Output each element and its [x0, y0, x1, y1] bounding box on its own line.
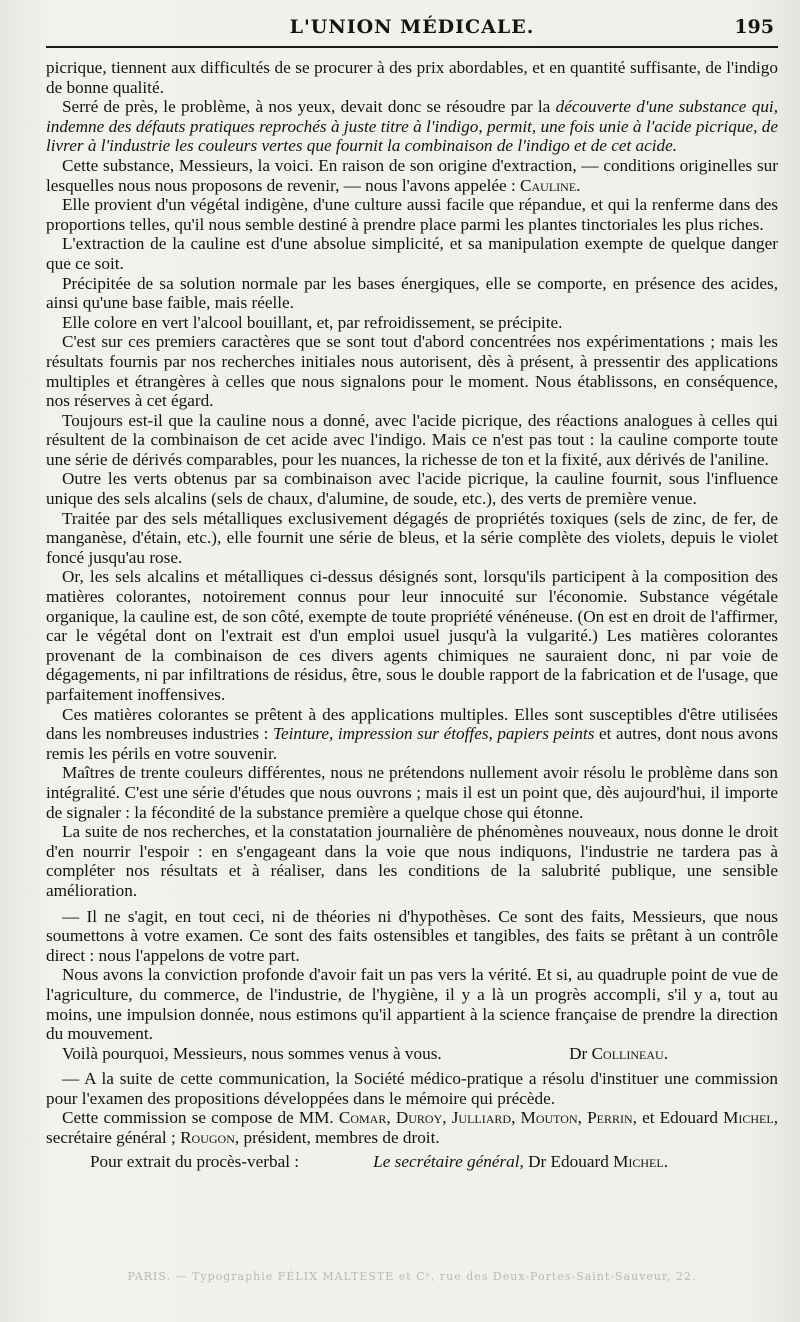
paragraph-18: — A la suite de cette communication, la Société médico-pratique a résolu d'instituer une commission pour l'examen des propositions développées dans le mémoire qui précède.	[46, 1069, 778, 1108]
paragraph-4: Elle provient d'un végétal indigène, d'une culture aussi facile que répandue, et qui la renferme dans des proportions telles, qu'il nous semble destiné à prendre place parmi les plantes tinctoriales les plus riches.	[46, 195, 778, 234]
signature-title: Dr	[569, 1043, 592, 1063]
commission-intro: Cette commission se compose de MM.	[62, 1108, 339, 1128]
paragraph-13-italic: Teinture, impression sur étoffes, papiers peints	[272, 724, 595, 744]
paragraph-2-italic: découverte d'une substance qui, indemne des défauts pratiques reprochés à juste titre à l'indigo, permit, une fois unie à l'acide picrique, de livrer à l'industrie les couleurs vertes que fournit la combinaison de l'indigo et de cet acide.	[46, 97, 778, 156]
paragraph-5: L'extraction de la cauline est d'une absolue simplicité, et sa manipulation exempte de quelque danger que ce soit.	[46, 234, 778, 273]
paragraph-19: Cette commission se compose de MM. Comar, Duroy, Julliard, Mouton, Perrin, et Edouard Michel, secrétaire général ; Rougon, président, membres de droit.	[46, 1108, 778, 1148]
signature-name: Collineau.	[591, 1043, 668, 1063]
paragraph-16: — Il ne s'agit, en tout ceci, ni de théories ni d'hypothèses. Ce sont des faits, Messieurs, que nous soumettons à votre examen. Ce sont des faits ostensibles et tangibles, des faits se prêtant à un contrôle direct : nous l'appelons de votre part.	[46, 906, 778, 965]
running-title: L'UNION MÉDICALE.	[289, 16, 535, 38]
paragraph-3	[46, 156, 778, 195]
minutes-extract	[46, 1152, 778, 1172]
paragraph-7: Elle colore en vert l'alcool bouillant, et, par refroidissement, se précipite.	[62, 312, 563, 332]
page-number: 195	[734, 16, 774, 38]
cauline-term: Cauline.	[520, 175, 581, 195]
commission-role-2: , président, membres de droit.	[234, 1128, 440, 1148]
member-name: Rougon	[180, 1128, 235, 1148]
paragraph-6: Précipitée de sa solution normale par les bases énergiques, elle se comporte, en présence des acides, ainsi qu'une base faible, mais réelle.	[46, 273, 778, 313]
paragraph-2	[46, 97, 778, 156]
paragraph-14: Maîtres de trente couleurs différentes, nous ne prétendons nullement avoir résolu le problème dans son intégralité. C'est une série d'études que nous ouvrons ; mais il est un point que, dès aujourd'hui, il importe de signaler : la fécondité de la substance première a quelque chose qui étonne.	[46, 763, 778, 822]
signature-line	[46, 1044, 778, 1064]
paragraph-12: Or, les sels alcalins et métalliques ci-dessus désignés sont, lorsqu'ils participent à la composition des matières colorantes, notoirement connus pour leur innocuité sur l'économie. Substance végétale organique, la cauline est, de son côté, exempte de toute propriété vénéneuse. (On est en droit de l'affirmer, car le végétal dont on l'extrait est d'un emploi usuel jusqu'à la vulgarité.) Les matières colorantes provenant de la combinaison de ces divers agents chimiques ne sauraient donc, ni par voie de dégagements, ni par infiltrations de résidus, être, sous le double rapport de la fabrication et de l'usage, que parfaitement inoffensives.	[46, 567, 778, 704]
commission-and: , et Edouard	[632, 1108, 724, 1128]
running-header	[46, 12, 778, 48]
member-name: Mouton	[520, 1108, 578, 1128]
paragraph-13-text: Ces matières colorantes se prêtent à des applications multiples. Elles sont susceptibles d'être utilisées dans les nombreuses industries :	[46, 704, 778, 744]
paragraph-17: Nous avons la conviction profonde d'avoir fait un pas vers la vérité. Et si, au quadruple point de vue de l'agriculture, du commerce, de l'industrie, de l'hygiène, il y a là un progrès accompli, s'il y a, tout au moins, une impulsion donnée, nous estimons qu'il appartient à la science française de prendre la direction du mouvement.	[46, 965, 778, 1044]
member-name: Duroy	[395, 1108, 443, 1128]
signature-text: Voilà pourquoi, Messieurs, nous sommes venus à vous.	[62, 1043, 442, 1063]
extract-signature	[373, 1152, 668, 1172]
extract-role: Le secrétaire général,	[373, 1151, 524, 1171]
paragraph-15: La suite de nos recherches, et la constatation journalière de phénomènes nouveaux, nous donne le droit d'en nourrir l'espoir : en s'engageant dans la voie que nous indiquons, l'industrie ne tardera pas à compléter nos résultats et à réaliser, dans les conditions de la salubrité publique, une sensible amélioration.	[46, 822, 778, 900]
extract-label: Pour extrait du procès-verbal :	[90, 1151, 300, 1171]
paragraph-10: Outre les verts obtenus par sa combinaison avec l'acide picrique, la cauline fournit, sous l'influence unique des sels alcalins (sels de chaux, d'alumine, de soude, etc.), des verts de première venue.	[46, 469, 778, 509]
article-body	[46, 58, 778, 1171]
paragraph-9: Toujours est-il que la cauline nous a donné, avec l'acide picrique, des réactions analogues à celles qui résultent de la combinaison de cet acide avec l'indigo. Mais ce n'est pas tout : la cauline comporte toute une série de dérivés comparables, pour les nuances, la richesse de ton et la fixité, aux dérivés de l'aniline.	[46, 410, 778, 469]
paragraph-13-tail: et autres, dont nous avons remis les périls en votre souvenir.	[46, 724, 779, 763]
commission-role-1: , secrétaire général ;	[46, 1108, 778, 1148]
paragraph-1: picrique, tiennent aux difficultés de se procurer à des prix abordables, et en quantité suffisante, de l'indigo de bonne qualité.	[46, 58, 778, 97]
signature-author	[569, 1044, 668, 1064]
paragraph-8: C'est sur ces premiers caractères que se sont tout d'abord concentrées nos expérimentations ; mais les résultats fournis par nos recherches initiales nous autorisent, dès à présent, à pressentir des applications multiples et étrangères à celles que nous signalons pour le moment. Nous établissons, en conséquence, nos réserves à cet égard.	[46, 332, 778, 411]
extract-title: Dr Edouard	[523, 1151, 614, 1171]
paragraph-2-text: Serré de près, le problème, à nos yeux, devait donc se résoudre par la	[62, 97, 556, 117]
printer-imprint: PARIS. — Typographie FÉLIX MALTESTE et Cᵉ, rue des Deux-Portes-Saint-Sauveur, 22.	[127, 1270, 697, 1283]
paragraph-3-text: Cette substance, Messieurs, la voici. En raison de son origine d'extraction, — conditions originelles sur lesquelles nous nous proposons de revenir, — nous l'avons appelée :	[46, 155, 778, 195]
paragraph-13	[46, 705, 778, 764]
extract-name: Michel.	[613, 1151, 668, 1171]
member-name: Michel	[723, 1108, 774, 1128]
member-name: Perrin	[587, 1108, 633, 1128]
member-name: Julliard	[451, 1108, 512, 1128]
paragraph-11: Traitée par des sels métalliques exclusivement dégagés de propriétés toxiques (sels de zinc, de fer, de manganèse, d'étain, etc.), elle fournit une série de bleus, et la série complète des violets, depuis le violet foncé jusqu'au rose.	[46, 508, 778, 567]
member-name: Comar	[338, 1108, 387, 1128]
